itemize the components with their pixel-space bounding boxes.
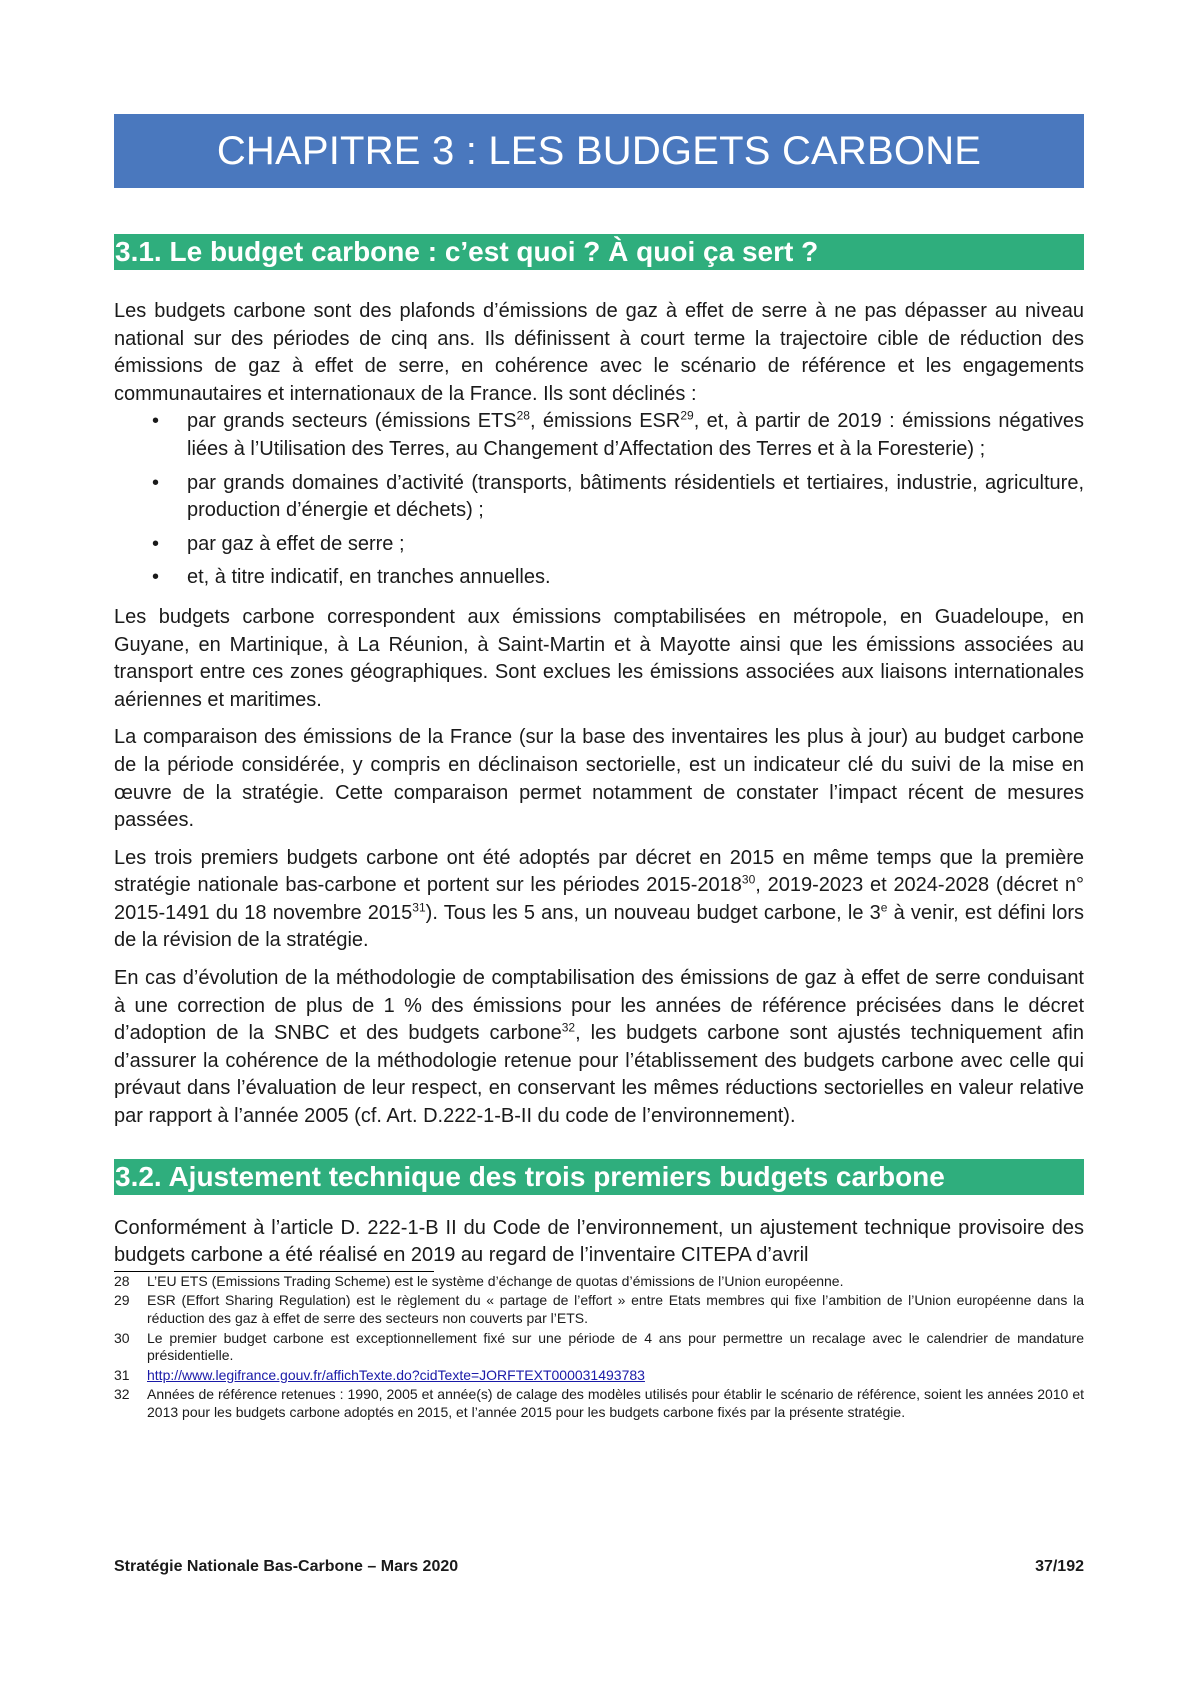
list-item: • et, à titre indicatif, en tranches annuelles. — [114, 564, 1084, 592]
footer-title: Stratégie Nationale Bas-Carbone – Mars 2020 — [114, 1558, 459, 1575]
bullet-list — [114, 408, 1084, 592]
list-item: • par grands domaines d’activité (transports, bâtiments résidentiels et tertiaires, industrie, agriculture, production d’énergie et déchets) ; — [152, 471, 1084, 522]
footnote-ref-30: 30 — [741, 872, 756, 887]
bullet-marker: • — [152, 566, 160, 589]
list-item: • par grands secteurs (émissions ETS$^{28}$, émissions ESR$^{29}$, et, à partir de 2019 : émissions négatives liées à l’Utilisation des Terres, au Changement d’Affectation des Terres et à la Foresterie) ; — [152, 408, 1085, 460]
ordinal-suffix: e — [880, 900, 888, 915]
paragraph-first-budgets: Les trois premiers budgets carbone ont été adoptés par décret en 2015 en même temps que la première stratégie nationale bas-carbone et portent sur les périodes 2015-2018$^{30}$, 2019-2023 et 2024-2028 (décret n° 2015-1491 du 18 novembre 2015$^{31}$). Tous les 5 ans, un nouveau budget carbone, le 3e à venir, est défini lors de la révision de la stratégie. — [114, 846, 1084, 952]
chapter-title: CHAPITRE 3 : LES BUDGETS CARBONE — [114, 114, 1084, 188]
footnote-31: 31 http://www.legifrance.gouv.fr/affichTexte.do?cidTexte=JORFTEXT000031493783 — [114, 1366, 645, 1383]
footnote-ref-29: 29 — [680, 408, 694, 423]
paragraph-adjustment: Conformément à l’article D. 222-1-B II du Code de l’environnement, un ajustement technique provisoire des budgets carbone a été réalisé en 2019 au regard de l’inventaire CITEPA d’avril — [114, 1216, 1084, 1267]
footnote-ref-32: 32 — [561, 1020, 576, 1035]
footnote-ref-28: 28 — [516, 408, 530, 423]
bullet-marker: • — [152, 471, 160, 494]
footnote-28: 28 L’EU ETS (Emissions Trading Scheme) est le système d’échange de quotas d’émissions de l’Union européenne. — [114, 1272, 844, 1289]
footnote-separator — [114, 1271, 434, 1272]
page-footer — [114, 1558, 1084, 1576]
footnote-29: 29 ESR (Effort Sharing Regulation) est le règlement du « partage de l’effort » entre Etats membres qui fixe l’ambition de l’Union européenne dans la réduction des gaz à effet de serre des secteurs non couverts par l’ETS. — [114, 1292, 1084, 1326]
paragraph-scope: Les budgets carbone correspondent aux émissions comptabilisées en métropole, en Guadeloupe, en Guyane, en Martinique, à La Réunion, à Saint-Martin et à Mayotte ainsi que les émissions associées au transport entre ces zones géographiques. Sont exclues les émissions associées aux liaisons internationales aériennes et maritimes. — [114, 605, 1084, 711]
paragraph-methodology: En cas d’évolution de la méthodologie de comptabilisation des émissions de gaz à effet de serre conduisant à une correction de plus de 1 % des émissions pour les années de référence précisées dans le décret d’adoption de la SNBC et des budgets carbone$^{32}$, les budgets carbone sont ajustés techniquement afin d’assurer la cohérence de la méthodologie retenue pour l’établissement des budgets carbone avec celle qui prévaut dans l’évaluation de leur respect, en conservant les mêmes réductions sectorielles en valeur relative par rapport à l’année 2005 (cf. Art. D.222-1-B-II du code de l’environnement). — [114, 967, 1084, 1128]
section-heading-3-2: 3.2. Ajustement technique des trois premiers budgets carbone — [114, 1159, 1084, 1195]
section-heading-3-1: 3.1. Le budget carbone : c’est quoi ? À quoi ça sert ? — [114, 234, 1084, 270]
footnote-30: 30 Le premier budget carbone est exceptionnellement fixé sur une période de 4 ans pour permettre un recalage avec le calendrier de mandature présidentielle. — [114, 1329, 1084, 1364]
legifrance-link[interactable]: http://www.legifrance.gouv.fr/affichTexte.do?cidTexte=JORFTEXT000031493783 — [147, 1366, 645, 1383]
footnote-ref-31: 31 — [412, 900, 426, 915]
footnotes — [114, 1273, 1084, 1422]
bullet-marker: • — [152, 532, 160, 555]
list-item: • par gaz à effet de serre ; — [114, 531, 1084, 559]
paragraph-comparison: La comparaison des émissions de la France (sur la base des inventaires les plus à jour) au budget carbone de la période considérée, y compris en déclinaison sectorielle, est un indicateur clé du suivi de la mise en œuvre de la stratégie. Cette comparaison permet notamment de constater l’impact récent de mesures passées. — [114, 726, 1084, 832]
paragraph-intro: Les budgets carbone sont des plafonds d’émissions de gaz à effet de serre à ne pas dépasser au niveau national sur des périodes de cinq ans. Ils définissent à court terme la trajectoire cible de réduction des émissions de gaz à effet de serre, en cohérence avec le scénario de référence et les engagements communautaires et internationaux de la France. Ils sont déclinés : — [114, 300, 1084, 405]
bullet-marker: • — [152, 410, 160, 433]
page-number: 37/192 — [1035, 1558, 1084, 1575]
page-content — [114, 114, 1084, 1424]
footnote-32: 32 Années de référence retenues : 1990, 2005 et année(s) de calage des modèles utilisés pour établir le scénario de référence, soient les années 2010 et 2013 pour les budgets carbone adoptés en 2015, et l’année 2015 pour les budgets carbone fixés par la présente stratégie. — [114, 1386, 1084, 1420]
